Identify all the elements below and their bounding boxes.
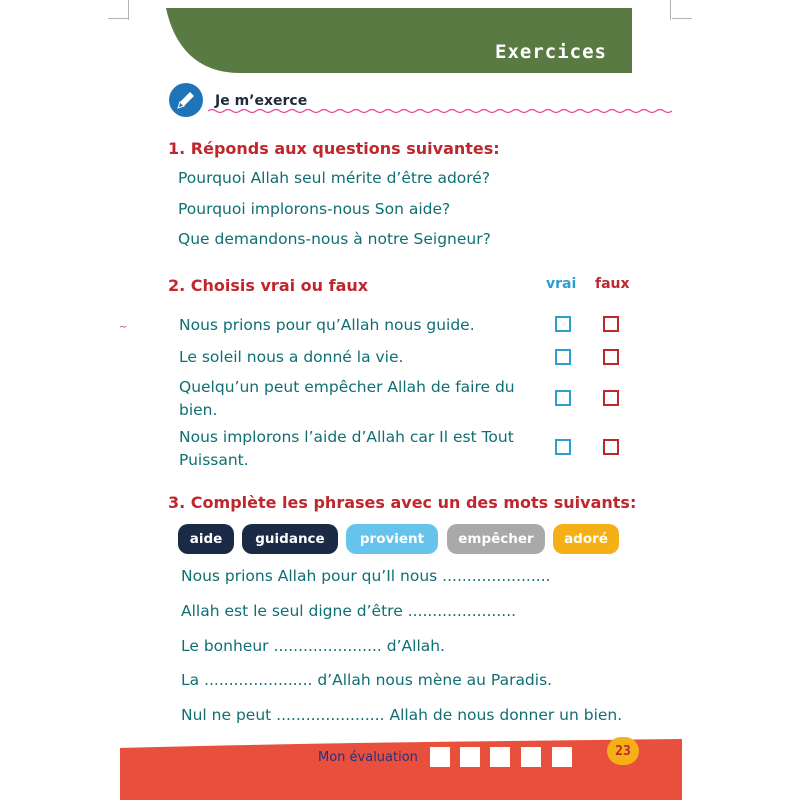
page-number: 23 <box>607 737 639 765</box>
decorative-wave <box>208 108 678 114</box>
vrai-checkbox[interactable] <box>555 349 571 365</box>
evaluation-box[interactable] <box>430 747 450 767</box>
statement-1: Nous prions pour qu’Allah nous guide. <box>179 316 475 334</box>
question-2: Pourquoi implorons-nous Son aide? <box>178 200 451 218</box>
header-band <box>0 0 800 80</box>
sentence-5: Nul ne peut ...................... Allah de nous donner un bien. <box>181 706 623 724</box>
page-title: Exercices <box>495 41 607 63</box>
statement-4-line-1: Nous implorons l’aide d’Allah car Il est Tout <box>179 428 514 446</box>
evaluation-label: Mon évaluation <box>318 750 418 765</box>
question-3: Que demandons-nous à notre Seigneur? <box>178 230 491 248</box>
footer-band <box>0 735 800 800</box>
stray-mark: ~ <box>119 322 128 333</box>
faux-checkbox[interactable] <box>603 316 619 332</box>
statement-3-line-2: bien. <box>179 401 218 419</box>
section-1-title: 1. Réponds aux questions suivantes: <box>168 139 500 158</box>
section-2-title: 2. Choisis vrai ou faux <box>168 276 369 295</box>
vrai-checkbox[interactable] <box>555 316 571 332</box>
evaluation-box[interactable] <box>460 747 480 767</box>
subheading: Je m’exerce <box>215 93 308 109</box>
faux-checkbox[interactable] <box>603 349 619 365</box>
vrai-column-header: vrai <box>546 276 577 292</box>
sentence-2: Allah est le seul digne d’être ...................... <box>181 602 517 620</box>
statement-2: Le soleil nous a donné la vie. <box>179 348 404 366</box>
sentence-4: La ...................... d’Allah nous mène au Paradis. <box>181 671 553 689</box>
word-tag-empecher[interactable]: empêcher <box>447 524 545 554</box>
evaluation-box[interactable] <box>552 747 572 767</box>
pencil-icon <box>168 82 204 118</box>
vrai-checkbox[interactable] <box>555 390 571 406</box>
word-tag-provient[interactable]: provient <box>346 524 438 554</box>
sentence-3: Le bonheur ...................... d’Allah. <box>181 637 446 655</box>
evaluation-box[interactable] <box>490 747 510 767</box>
faux-checkbox[interactable] <box>603 439 619 455</box>
word-tag-adore[interactable]: adoré <box>553 524 619 554</box>
faux-column-header: faux <box>595 276 630 292</box>
section-3-title: 3. Complète les phrases avec un des mots suivants: <box>168 493 637 512</box>
statement-4-line-2: Puissant. <box>179 451 249 469</box>
word-tag-guidance[interactable]: guidance <box>242 524 338 554</box>
faux-checkbox[interactable] <box>603 390 619 406</box>
evaluation-box[interactable] <box>521 747 541 767</box>
word-tag-aide[interactable]: aide <box>178 524 234 554</box>
sentence-1: Nous prions Allah pour qu’Il nous ...................... <box>181 567 551 585</box>
vrai-checkbox[interactable] <box>555 439 571 455</box>
statement-3-line-1: Quelqu’un peut empêcher Allah de faire du <box>179 378 515 396</box>
question-1: Pourquoi Allah seul mérite d’être adoré? <box>178 169 491 187</box>
